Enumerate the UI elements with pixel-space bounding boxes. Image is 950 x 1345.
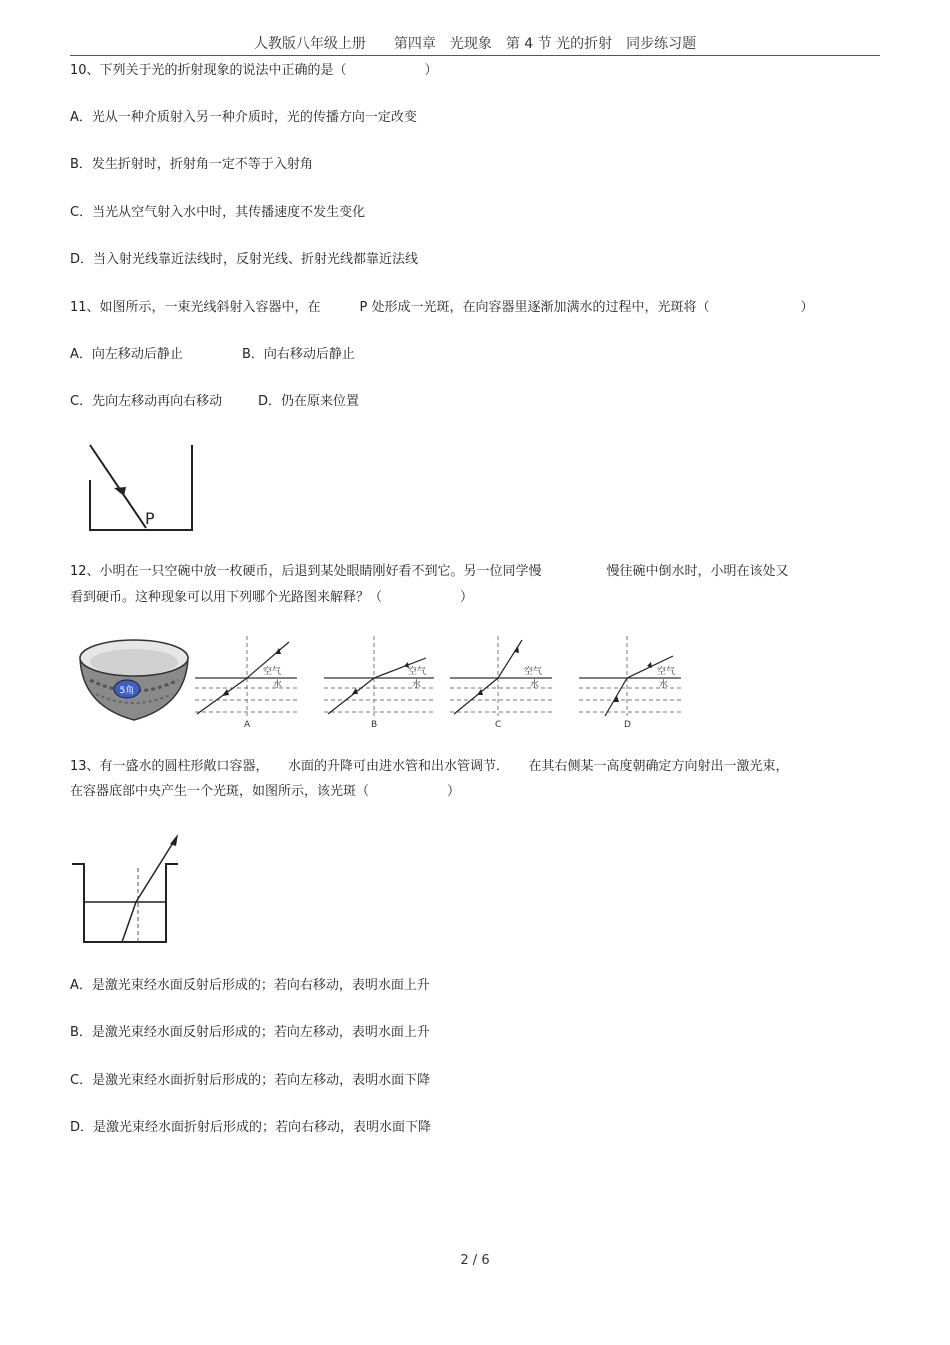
diagram-label-c: C: [495, 720, 502, 728]
coin-label: 5角: [119, 686, 135, 696]
air-label: 空气: [657, 667, 676, 677]
q12-stem-line1: 12、小明在一只空碗中放一枚硬币，后退到某处眼睛刚好看不到它。另一位同学慢 慢往碗中倒水时，小明在该处又: [70, 564, 789, 579]
q10-option-b: B．发生折射时，折射角一定不等于入射角: [70, 157, 313, 172]
q11-option-a: A．向左移动后静止: [70, 347, 183, 362]
header-divider: [70, 55, 880, 56]
q13-stem-line2: 在容器底部中央产生一个光斑，如图所示，该光斑（ ）: [70, 784, 461, 799]
air-label: 空气: [524, 667, 543, 677]
water-label: 水: [530, 680, 540, 690]
q12-stem-line2: 看到硬币。这种现象可以用下列哪个光路图来解释？（ ）: [70, 590, 474, 605]
q11-stem: 11、如图所示，一束光线斜射入容器中，在 P 处形成一光斑，在向容器里逐渐加满水的过程中，光斑将（ ）: [70, 300, 814, 315]
q10-stem: 10、下列关于光的折射现象的说法中正确的是（ ）: [70, 63, 438, 78]
water-label: 水: [659, 680, 669, 690]
q10-option-c: C．当光从空气射入水中时，其传播速度不发生变化: [70, 205, 366, 220]
q10-option-a: A．光从一种介质射入另一种介质时，光的传播方向一定改变: [70, 110, 417, 125]
air-label: 空气: [263, 667, 282, 677]
q12-diagram-a: [195, 636, 300, 728]
q12-diagram-d: [577, 636, 687, 728]
water-label: 水: [412, 680, 422, 690]
water-label: 水: [273, 680, 283, 690]
q13-stem-line1: 13、有一盛水的圆柱形敞口容器， 水面的升降可由进水管和出水管调节． 在其右侧某一高度朝确定方向射出一激光束，: [70, 759, 789, 774]
diagram-label-d: D: [624, 720, 631, 728]
q11-option-d: D．仍在原来位置: [258, 394, 360, 409]
air-label: 空气: [408, 667, 427, 677]
bowl-with-coin-figure: [76, 636, 192, 724]
q10-option-d: D．当入射光线靠近法线时，反射光线、折射光线都靠近法线: [70, 252, 419, 267]
diagram-label-b: B: [371, 720, 378, 728]
q13-option-b: B．是激光束经水面反射后形成的；若向左移动，表明水面上升: [70, 1025, 430, 1040]
diagram-label-a: A: [244, 720, 251, 728]
q12-diagram-b: [322, 636, 440, 728]
q11-container-figure: [80, 440, 200, 535]
q13-option-a: A．是激光束经水面反射后形成的；若向右移动，表明水面上升: [70, 978, 430, 993]
q12-diagram-c: [448, 636, 558, 728]
q11-point-label: P: [145, 509, 155, 528]
q11-option-b: B．向右移动后静止: [242, 347, 355, 362]
q13-option-c: C．是激光束经水面折射后形成的；若向左移动，表明水面下降: [70, 1073, 431, 1088]
q11-option-c: C．先向左移动再向右移动: [70, 394, 223, 409]
page-header: 人教版八年级上册 第四章 光现象 第 4 节 光的折射 同步练习题: [253, 36, 697, 52]
q13-laser-container-figure: [70, 832, 185, 947]
page-number: 2 / 6: [460, 1253, 490, 1268]
q13-option-d: D．是激光束经水面折射后形成的；若向右移动，表明水面下降: [70, 1120, 432, 1135]
